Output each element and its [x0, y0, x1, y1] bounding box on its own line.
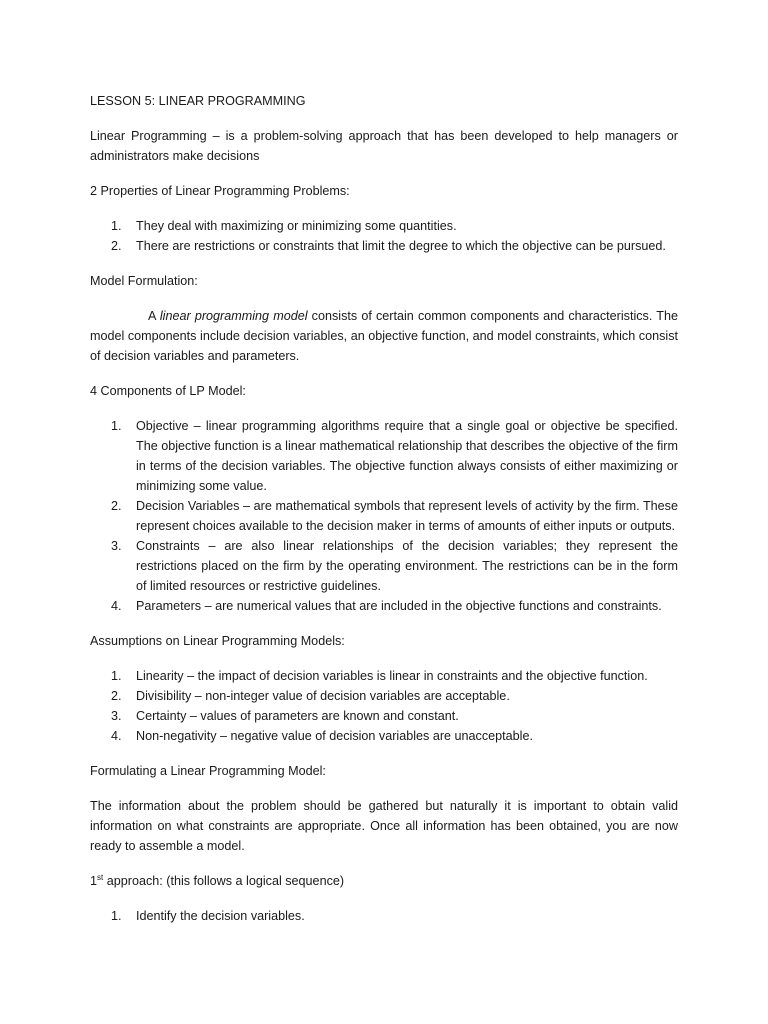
- list-text: There are restrictions or constraints that limit the degree to which the objective can be pursued.: [136, 239, 666, 253]
- formulating-paragraph: The information about the problem should be gathered but naturally it is important to obtain valid information on what constraints are appropriate. Once all information has been obtained, you are now ready to assemble a model.: [90, 799, 678, 853]
- approach-number: 1: [90, 874, 98, 888]
- properties-heading: 2 Properties of Linear Programming Problems:: [90, 184, 350, 198]
- list-text: Parameters – are numerical values that are included in the objective functions and constraints.: [136, 599, 662, 613]
- list-number: 2.: [111, 689, 122, 703]
- list-text: Objective – linear programming algorithms require that a single goal or objective be specified. The objective function is a linear mathematical relationship that describes the objective of the firm in terms of the decision variables. The objective function always consists of either maximizing or minimizing some value.: [136, 419, 678, 493]
- list-number: 2.: [111, 239, 122, 253]
- list-text: They deal with maximizing or minimizing some quantities.: [136, 219, 457, 233]
- list-number: 1.: [111, 909, 122, 923]
- list-number: 4.: [111, 729, 122, 743]
- approach-ordinal: st: [97, 872, 104, 882]
- approach-text: approach: (this follows a logical sequence): [103, 874, 345, 888]
- list-number: 3.: [111, 539, 122, 553]
- italic-term: linear programming model: [159, 309, 308, 323]
- list-number: 1.: [111, 669, 122, 683]
- list-number: 4.: [111, 599, 122, 613]
- list-item: [90, 496, 678, 536]
- list-text: Divisibility – non-integer value of decision variables are acceptable.: [136, 689, 510, 703]
- list-item: [90, 906, 678, 926]
- list-text: Constraints – are also linear relationships of the decision variables; they represent the restrictions placed on the firm by the operating environment. The restrictions can be in the form of limited resources or restrictive guidelines.: [136, 539, 678, 593]
- definition-paragraph: Linear Programming – is a problem-solving approach that has been developed to help managers or administrators make decisions: [90, 129, 678, 163]
- list-text: Certainty – values of parameters are known and constant.: [136, 709, 459, 723]
- list-item: [90, 666, 678, 686]
- list-item: [90, 236, 678, 256]
- list-item: [90, 596, 678, 616]
- formulating-heading: Formulating a Linear Programming Model:: [90, 764, 326, 778]
- assumptions-heading: Assumptions on Linear Programming Models:: [90, 634, 345, 648]
- list-text: Non-negativity – negative value of decision variables are unacceptable.: [136, 729, 533, 743]
- components-list: [90, 416, 678, 616]
- list-number: 1.: [111, 419, 122, 433]
- lesson-title: LESSON 5: LINEAR PROGRAMMING: [90, 94, 306, 108]
- list-number: 2.: [111, 499, 122, 513]
- properties-list: [90, 216, 678, 256]
- list-text: Decision Variables – are mathematical symbols that represent levels of activity by the firm. These represent choices available to the decision maker in terms of amounts of either inputs or outputs.: [136, 499, 678, 533]
- list-item: [90, 726, 678, 746]
- approach-list: [90, 906, 678, 926]
- components-heading: 4 Components of LP Model:: [90, 384, 246, 398]
- list-number: 1.: [111, 219, 122, 233]
- assumptions-list: [90, 666, 678, 746]
- list-item: [90, 216, 678, 236]
- paragraph-rest: consists of certain common components and characteristics. The model components include decision variables, an objective function, and model constraints, which consist of decision variables and parameters.: [90, 309, 678, 363]
- list-number: 3.: [111, 709, 122, 723]
- paragraph-lead: A: [148, 309, 160, 323]
- list-text: Linearity – the impact of decision variables is linear in constraints and the objective function.: [136, 669, 648, 683]
- list-item: [90, 706, 678, 726]
- list-item: [90, 416, 678, 496]
- model-formulation-heading: Model Formulation:: [90, 274, 198, 288]
- model-formulation-paragraph: [90, 306, 678, 366]
- list-item: [90, 536, 678, 596]
- list-text: Identify the decision variables.: [136, 909, 305, 923]
- approach-heading: [90, 871, 678, 891]
- list-item: [90, 686, 678, 706]
